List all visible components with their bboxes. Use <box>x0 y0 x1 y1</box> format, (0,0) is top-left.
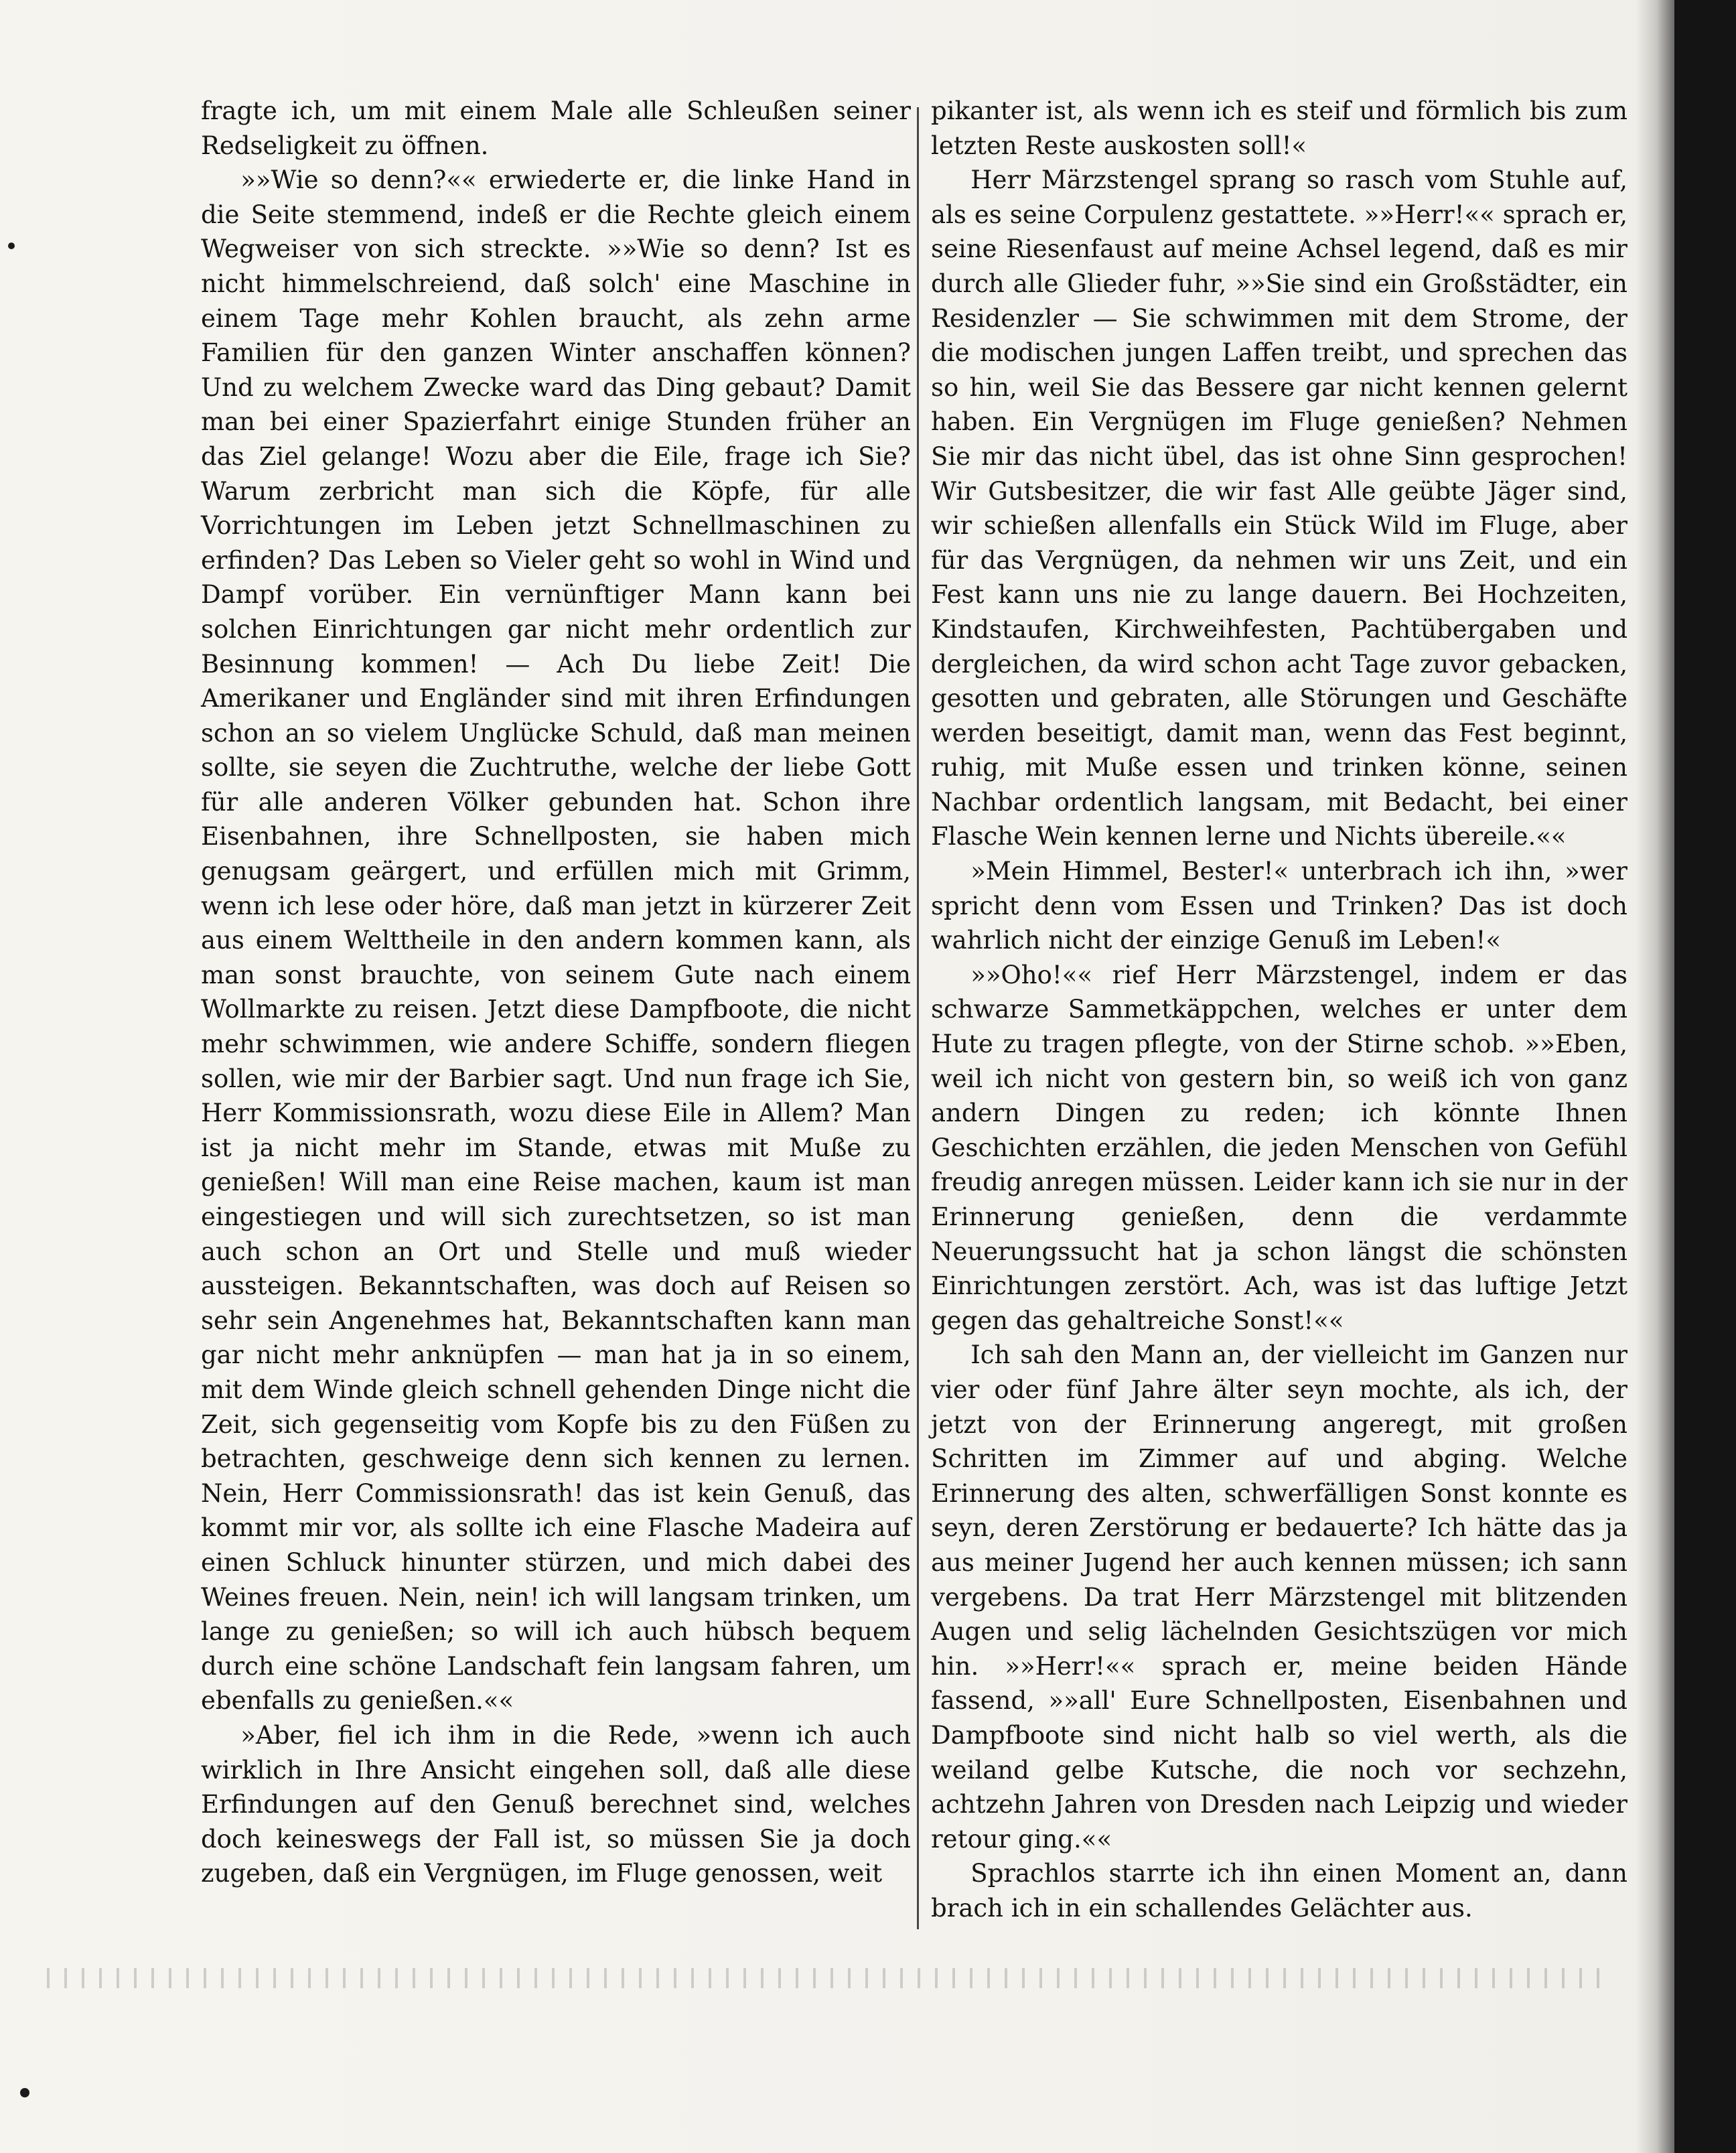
paragraph: »»Oho!«« rief Herr Märzstengel, indem er das schwarze Sammetkäppchen, welches er unter dem Hute zu tragen pflegte, von der Stirne schob. »»Eben, weil ich nicht von gestern bin, so weiß ich von ganz andern Dingen zu reden; ich könnte Ihnen Geschichten erzählen, die jeden Menschen von Gefühl freudig anregen müssen. Leider kann ich sie nur in der Erinnerung genießen, denn die verdammte Neuerungssucht hat ja schon längst die schönsten Einrichtungen zerstört. Ach, was ist das luftige Jetzt gegen das gehaltreiche Sonst!«« <box>931 960 1628 1335</box>
ink-speck <box>8 242 15 249</box>
paragraph: fragte ich, um mit einem Male alle Schleußen seiner Redseligkeit zu öffnen. <box>201 96 911 160</box>
paragraph: Herr Märzstengel sprang so rasch vom Stuhle auf, als es seine Corpulenz gestattete. »»Herr!«« sprach er, seine Riesenfaust auf meine Achsel legend, daß es mir durch alle Glieder fuhr, »»Sie sind ein Großstädter, ein Residenzler — Sie schwimmen mit dem Strome, der die modischen jungen Laffen treibt, und sprechen das so hin, weil Sie das Bessere gar nicht kennen gelernt haben. Ein Vergnügen im Fluge genießen? Nehmen Sie mir das nicht übel, das ist ohne Sinn gesprochen! Wir Gutsbesitzer, die wir fast Alle geübte Jäger sind, wir schießen allenfalls ein Stück Wild im Fluge, aber für das Vergnügen, da nehmen wir uns Zeit, und ein Fest kann uns nie zu lange dauern. Bei Hochzeiten, Kindstaufen, Kirchweihfesten, Pachtübergaben und dergleichen, da wird schon acht Tage zuvor gebacken, gesotten und gebraten, alle Störungen und Geschäfte werden beseitigt, damit man, wenn das Fest beginnt, ruhig, mit Muße essen und trinken könne, seinen Nachbar ordentlich langsam, mit Bedacht, bei einer Flasche Wein kennen lerne und Nichts übereile.«« <box>931 165 1628 851</box>
paragraph: »Aber, fiel ich ihm in die Rede, »wenn ich auch wirklich in Ihre Ansicht eingehen soll, daß alle diese Erfindungen auf den Genuß berechnet sind, welches doch keineswegs der Fall ist, so müssen Sie ja doch zugeben, daß ein Vergnügen, im Fluge genossen, weit <box>201 1720 911 1888</box>
left-text-column <box>201 94 911 1891</box>
page-gutter-shadow <box>1634 0 1674 2153</box>
paragraph: »»Wie so denn?«« erwiederte er, die linke Hand in die Seite stemmend, indeß er die Rechte gleich einem Wegweiser von sich streckte. »»Wie so denn? Ist es nicht himmelschreiend, daß solch' eine Maschine in einem Tage mehr Kohlen braucht, als zehn arme Familien für den ganzen Winter anschaffen können? Und zu welchem Zwecke ward das Ding gebaut? Damit man bei einer Spazierfahrt einige Stunden früher an das Ziel gelange! Wozu aber die Eile, frage ich Sie? Warum zerbricht man sich die Köpfe, für alle Vorrichtungen im Leben jetzt Schnellmaschinen zu erfinden? Das Leben so Vieler geht so wohl in Wind und Dampf vorüber. Ein vernünftiger Mann kann bei solchen Einrichtungen gar nicht mehr ordentlich zur Besinnung kommen! — Ach Du liebe Zeit! Die Amerikaner und Engländer sind mit ihren Erfindungen schon an so vielem Unglücke Schuld, daß man meinen sollte, sie seyen die Zuchtruthe, welche der liebe Gott für alle anderen Völker gebunden hat. Schon ihre Eisenbahnen, ihre Schnellposten, sie haben mich genugsam geärgert, und erfüllen mich mit Grimm, wenn ich lese oder höre, daß man jetzt in kürzerer Zeit aus einem Welttheile in den andern kommen kann, als man sonst brauchte, von seinem Gute nach einem Wollmarkte zu reisen. Jetzt diese Dampfboote, die nicht mehr schwimmen, wie andere Schiffe, sondern fliegen sollen, wie mir der Barbier sagt. Und nun frage ich Sie, Herr Kommissionsrath, wozu diese Eile in Allem? Man ist ja nicht mehr im Stande, etwas mit Muße zu genießen! Will man eine Reise machen, kaum ist man eingestiegen und will sich zurechtsetzen, so ist man auch schon an Ort und Stelle und muß wieder aussteigen. Bekanntschaften, was doch auf Reisen so sehr sein Angenehmes hat, Bekanntschaften kann man gar nicht mehr anknüpfen — man hat ja in so einem, mit dem Winde gleich schnell gehenden Dinge nicht die Zeit, sich gegenseitig vom Kopfe bis zu den Füßen zu betrachten, geschweige denn sich kennen zu lernen. Nein, Herr Commissionsrath! das ist kein Genuß, das kommt mir vor, als sollte ich eine Flasche Madeira auf einen Schluck hinunter stürzen, und mich dabei des Weines freuen. Nein, nein! ich will langsam trinken, um lange zu genießen; so will ich auch hübsch bequem durch eine schöne Landschaft fein langsam fahren, um ebenfalls zu genießen.«« <box>201 165 911 1716</box>
right-text-column <box>931 94 1628 1925</box>
column-divider <box>917 107 919 1929</box>
paragraph: »Mein Himmel, Bester!« unterbrach ich ihn, »wer spricht denn vom Essen und Trinken? Das ist doch wahrlich nicht der einzige Genuß im Leben!« <box>931 857 1628 955</box>
print-artifact-dots <box>47 1968 1614 1988</box>
paragraph: pikanter ist, als wenn ich es steif und förmlich bis zum letzten Reste auskosten soll!« <box>931 96 1628 160</box>
ink-speck <box>20 2088 29 2097</box>
book-binding <box>1674 0 1736 2153</box>
paragraph: Sprachlos starrte ich ihn einen Moment an, dann brach ich in ein schallendes Gelächter aus. <box>931 1859 1628 1923</box>
paragraph: Ich sah den Mann an, der vielleicht im Ganzen nur vier oder fünf Jahre älter seyn mochte, als ich, der jetzt von der Erinnerung angeregt, mit großen Schritten im Zimmer auf und abging. Welche Erinnerung des alten, schwerfälligen Sonst konnte es seyn, deren Zerstörung er bedauerte? Ich hätte das ja aus meiner Jugend her auch kennen müssen; ich sann vergebens. Da trat Herr Märzstengel mit blitzenden Augen und selig lächelnden Gesichtszügen vor mich hin. »»Herr!«« sprach er, meine beiden Hände fassend, »»all' Eure Schnellposten, Eisenbahnen und Dampfboote sind nicht halb so viel werth, als die weiland gelbe Kutsche, die noch vor sechzehn, achtzehn Jahren von Dresden nach Leipzig und wieder retour ging.«« <box>931 1340 1628 1854</box>
